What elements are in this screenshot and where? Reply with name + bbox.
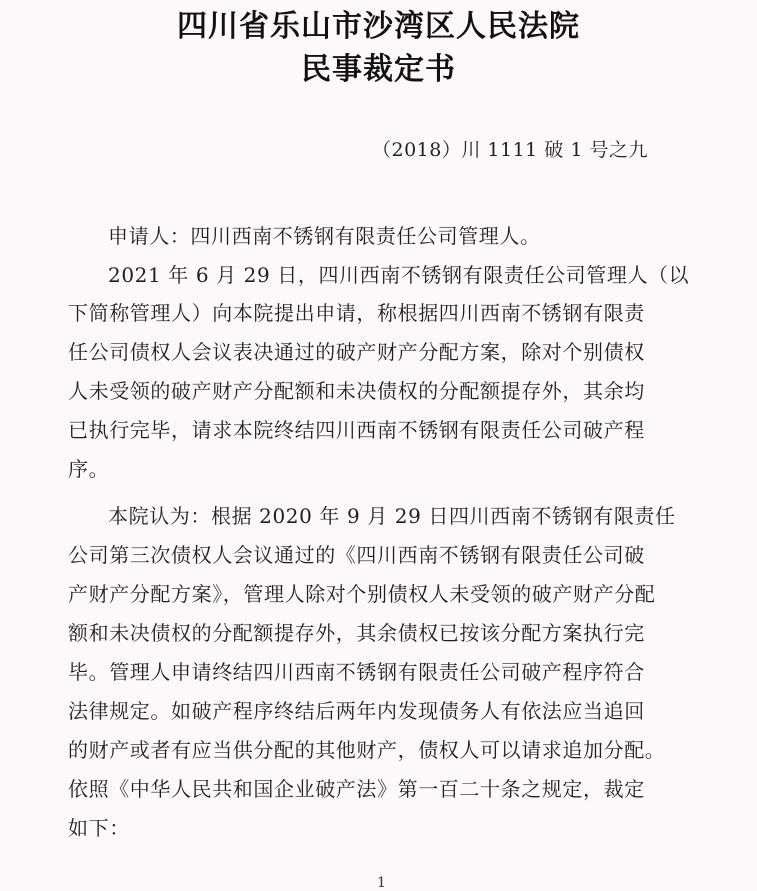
paragraph-line: 人未受领的破产财产分配额和未决债权的分配额提存外，其余均 xyxy=(68,379,645,403)
applicant-line: 申请人：四川西南不锈钢有限责任公司管理人。 xyxy=(108,224,541,248)
paragraph-line: 已执行完毕，请求本院终结四川西南不锈钢有限责任公司破产程 xyxy=(68,418,645,442)
paragraph-line: 毕。管理人申请终结四川西南不锈钢有限责任公司破产程序符合 xyxy=(68,660,645,684)
paragraph-line: 的财产或者有应当供分配的其他财产，债权人可以请求追加分配。 xyxy=(68,738,666,762)
paragraph-line: 额和未决债权的分配额提存外，其余债权已按该分配方案执行完 xyxy=(68,621,645,645)
paragraph-line: 依照《中华人民共和国企业破产法》第一百二十条之规定，裁定 xyxy=(68,777,645,801)
court-opinion-line: 本院认为：根据 2020 年 9 月 29 日四川西南不锈钢有限责任 xyxy=(108,504,676,528)
paragraph-line: 下简称管理人）向本院提出申请，称根据四川西南不锈钢有限责 xyxy=(68,301,645,325)
paragraph-line: 如下： xyxy=(68,816,130,840)
paragraph-line: 法律规定。如破产程序终结后两年内发现债务人有依法应当追回 xyxy=(68,699,645,723)
paragraph-line: 公司第三次债权人会议通过的《四川西南不锈钢有限责任公司破 xyxy=(68,543,645,567)
paragraph-line: 产财产分配方案》，管理人除对个别债权人未受领的破产财产分配 xyxy=(68,582,656,606)
case-number: （2018）川 1111 破 1 号之九 xyxy=(372,139,648,161)
paragraph-line: 2021 年 6 月 29 日，四川西南不锈钢有限责任公司管理人（以 xyxy=(108,263,690,287)
court-name-title: 四川省乐山市沙湾区人民法院 xyxy=(177,9,580,44)
document-type-title: 民事裁定书 xyxy=(301,52,456,87)
paragraph-line: 序。 xyxy=(68,457,110,481)
page-number: 1 xyxy=(377,875,386,891)
paragraph-line: 任公司债权人会议表决通过的破产财产分配方案，除对个别债权 xyxy=(68,340,645,364)
